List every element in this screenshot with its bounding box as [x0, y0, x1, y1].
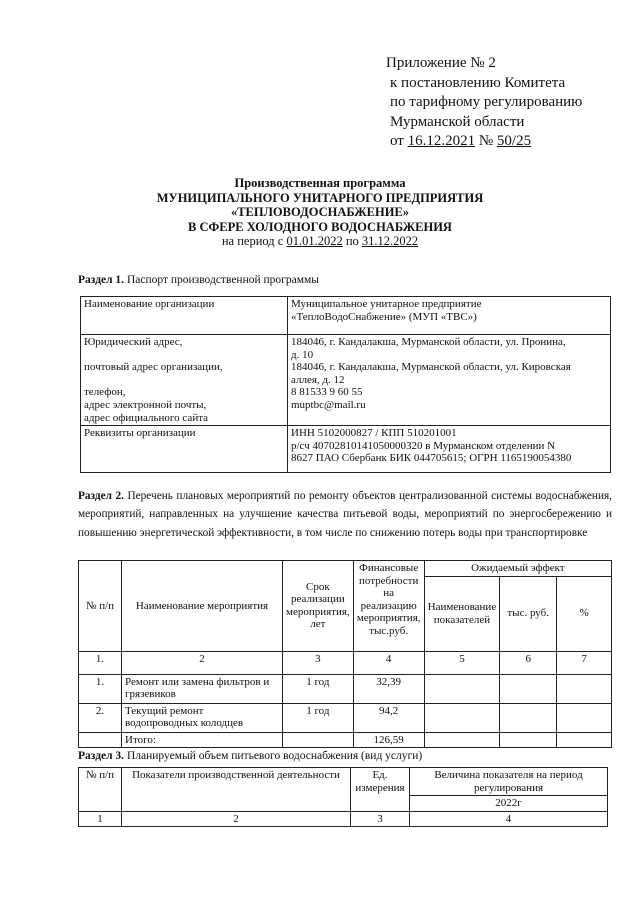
total-label: Итого: — [122, 732, 283, 748]
appendix-line-5 — [386, 132, 582, 152]
total-empty — [557, 732, 612, 748]
title-line-1: Производственная программа — [234, 176, 406, 190]
table-cell — [288, 297, 611, 335]
row-name: Текущий ремонт водопроводных колодцев — [122, 703, 283, 732]
colnum-cell: 5 — [424, 651, 500, 674]
table-cell — [288, 426, 611, 473]
colnum-cell: 4 — [410, 811, 608, 827]
document-title-block — [0, 176, 640, 249]
table-header-row — [79, 768, 608, 796]
header-value: Величина показателя на период регулирования — [410, 768, 608, 796]
appendix-line-3: по тарифному регулированию — [390, 94, 583, 110]
total-empty — [79, 732, 122, 748]
table-row — [81, 297, 611, 335]
cell-spacer — [84, 349, 284, 362]
table-cell — [288, 335, 611, 426]
row-indicator — [424, 703, 500, 732]
appendix-number-label: № — [478, 133, 494, 149]
row-name: Ремонт или замена фильтров и грязевиков — [122, 674, 283, 703]
total-empty — [283, 732, 354, 748]
appendix-from-label: от — [390, 133, 404, 149]
row-pct — [557, 674, 612, 703]
header-term: Срок реализации мероприятия, лет — [283, 561, 354, 652]
row-finance: 32,39 — [353, 674, 424, 703]
cell-line: 184046, г. Кандалакша, Мурманской области, ул. Кировская — [291, 361, 571, 374]
colnum-cell: 7 — [557, 651, 612, 674]
header-num: № п/п — [79, 561, 122, 652]
section-1-text: Паспорт производственной программы — [126, 274, 320, 286]
appendix-line-1: Приложение № 2 — [386, 55, 496, 71]
total-empty — [500, 732, 557, 748]
header-year: 2022г — [410, 796, 608, 812]
period-mid: по — [345, 234, 359, 249]
section-2-text: Перечень плановых мероприятий по ремонту объектов централизованной системы водоснабжения, мероприятий, направленных на улучшение качества питьевой воды, мероприятий по энергосбережению и повышению энергетической эффективности, в том числе по снижению потерь воды при транспортировке — [78, 490, 613, 539]
row-pct — [557, 703, 612, 732]
colnum-cell: 1. — [79, 651, 122, 674]
section-2-label: Раздел 2. — [78, 490, 124, 502]
header-indicators: Показатели производственной деятельности — [122, 768, 351, 812]
cell-line: ИНН 5102000827 / КПП 510201001 — [291, 427, 457, 440]
row-term: 1 год — [283, 674, 354, 703]
table-row — [79, 811, 608, 827]
indicators-table — [78, 767, 608, 827]
header-num: № п/п — [79, 768, 122, 812]
section-3-title — [78, 750, 422, 762]
cell-line: muptbc@mail.ru — [291, 398, 366, 411]
total-empty — [424, 732, 500, 748]
colnum-cell: 2 — [122, 651, 283, 674]
table-total-row — [79, 732, 612, 748]
header-rub: тыс. руб. — [500, 576, 557, 651]
title-line-4: В СФЕРЕ ХОЛОДНОГО ВОДОСНАБЖЕНИЯ — [188, 219, 452, 234]
header-name: Наименование мероприятия — [122, 561, 283, 652]
appendix-line-2: к постановлению Комитета — [390, 74, 566, 91]
table-row — [79, 674, 612, 703]
section-3-text: Планируемый объем питьевого водоснабжения (вид услуги) — [126, 750, 423, 762]
cell-line: «ТеплоВодоСнабжение» (МУП «ТВС») — [291, 310, 477, 323]
period-prefix: на период с — [221, 234, 284, 249]
cell-line: Наименование организации — [84, 298, 215, 310]
cell-line: Муниципальное унитарное предприятие — [291, 298, 482, 310]
header-pct: % — [557, 576, 612, 651]
table-cell — [81, 297, 288, 335]
table-row — [81, 426, 611, 473]
section-1-label: Раздел 1. — [78, 274, 125, 286]
table-row — [81, 335, 611, 426]
table-row — [79, 703, 612, 732]
cell-line: адрес электронной почты, — [84, 398, 207, 411]
section-1-title — [78, 274, 319, 286]
cell-line: 8627 ПАО Сбербанк БИК 044705615; ОГРН 1165190054380 — [291, 452, 572, 465]
row-rub — [500, 703, 557, 732]
row-rub — [500, 674, 557, 703]
cell-line: адрес официального сайта — [84, 411, 209, 424]
header-effect: Ожидаемый эффект — [424, 561, 611, 577]
section-2-title — [78, 487, 612, 542]
cell-spacer — [84, 374, 284, 387]
cell-line: р/сч 40702810141050000320 в Мурманском отделении N — [291, 439, 556, 452]
colnum-cell: 6 — [500, 651, 557, 674]
appendix-date: 16.12.2021 — [407, 133, 476, 149]
total-value: 126,59 — [353, 732, 424, 748]
colnum-cell: 3 — [283, 651, 354, 674]
appendix-line-4: Мурманской области — [390, 113, 525, 130]
header-finance: Финансовые потребности на реализацию мероприятия, тыс.руб. — [353, 561, 424, 652]
colnum-cell: 2 — [122, 811, 351, 827]
period-to: 31.12.2022 — [361, 234, 419, 249]
title-line-3: «ТЕПЛОВОДОСНАБЖЕНИЕ» — [230, 205, 410, 220]
row-indicator — [424, 674, 500, 703]
title-line-2: МУНИЦИПАЛЬНОГО УНИТАРНОГО ПРЕДПРИЯТИЯ — [156, 190, 484, 205]
row-num: 1. — [79, 674, 122, 703]
passport-table — [80, 296, 611, 473]
table-cell — [81, 426, 288, 473]
row-num: 2. — [79, 703, 122, 732]
cell-line: Реквизиты организации — [84, 427, 196, 440]
appendix-header — [386, 54, 582, 152]
row-term: 1 год — [283, 703, 354, 732]
measures-table — [78, 560, 612, 748]
cell-line: д. 10 — [291, 348, 314, 361]
cell-line: Юридический адрес, — [84, 336, 183, 348]
cell-line: 184046, г. Кандалакша, Мурманской области, ул. Пронина, — [291, 336, 566, 348]
appendix-number: 50/25 — [496, 133, 532, 149]
section-3-label: Раздел 3. — [78, 750, 125, 762]
table-row — [79, 651, 612, 674]
cell-line: 8 81533 9 60 55 — [291, 386, 363, 399]
colnum-cell: 3 — [351, 811, 410, 827]
header-indicator: Наименование показателей — [424, 576, 500, 651]
header-unit: Ед. измерения — [351, 768, 410, 812]
cell-line: аллея, д. 12 — [291, 373, 345, 386]
cell-line: почтовый адрес организации, — [84, 361, 223, 374]
period-from: 01.01.2022 — [286, 234, 343, 249]
table-header-row — [79, 561, 612, 577]
cell-line: телефон, — [84, 386, 126, 399]
colnum-cell: 4 — [353, 651, 424, 674]
table-cell — [81, 335, 288, 426]
colnum-cell: 1 — [79, 811, 122, 827]
title-period — [0, 234, 640, 249]
row-finance: 94,2 — [353, 703, 424, 732]
